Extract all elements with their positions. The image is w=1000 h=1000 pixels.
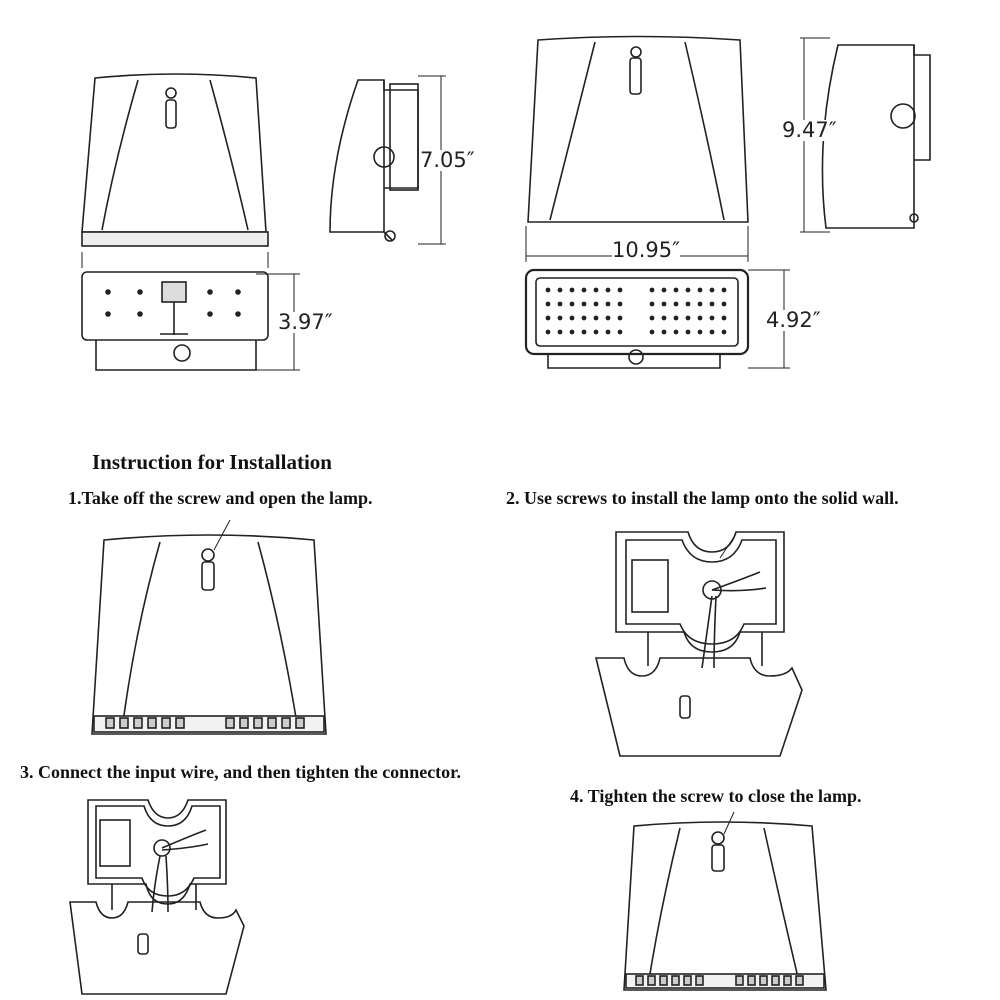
large-lamp-bottom-view [526, 270, 790, 368]
small-lamp-front-view [82, 74, 268, 268]
step4-illustration [624, 812, 826, 990]
step-2-text: 2. Use screws to install the lamp onto the solid wall. [506, 488, 899, 508]
step3-illustration [70, 800, 244, 994]
dimension-large-depth: 4.92″ [766, 308, 821, 332]
step-3-text: 3. Connect the input wire, and then tighten the connector. [20, 762, 462, 782]
instructions-heading: Instruction for Installation [92, 450, 332, 474]
dimension-small-depth: 3.97″ [278, 310, 333, 334]
dimension-large-height: 9.47″ [782, 118, 837, 142]
step-1-text: 1.Take off the screw and open the lamp. [68, 488, 373, 508]
step1-illustration [92, 520, 326, 734]
step-4-text: 4. Tighten the screw to close the lamp. [570, 786, 862, 806]
dimension-small-height: 7.05″ [420, 148, 475, 172]
small-lamp-bottom-view [82, 272, 300, 370]
step2-illustration [596, 532, 802, 756]
large-lamp-front-view [526, 37, 748, 263]
dimension-large-width: 10.95″ [612, 238, 680, 262]
